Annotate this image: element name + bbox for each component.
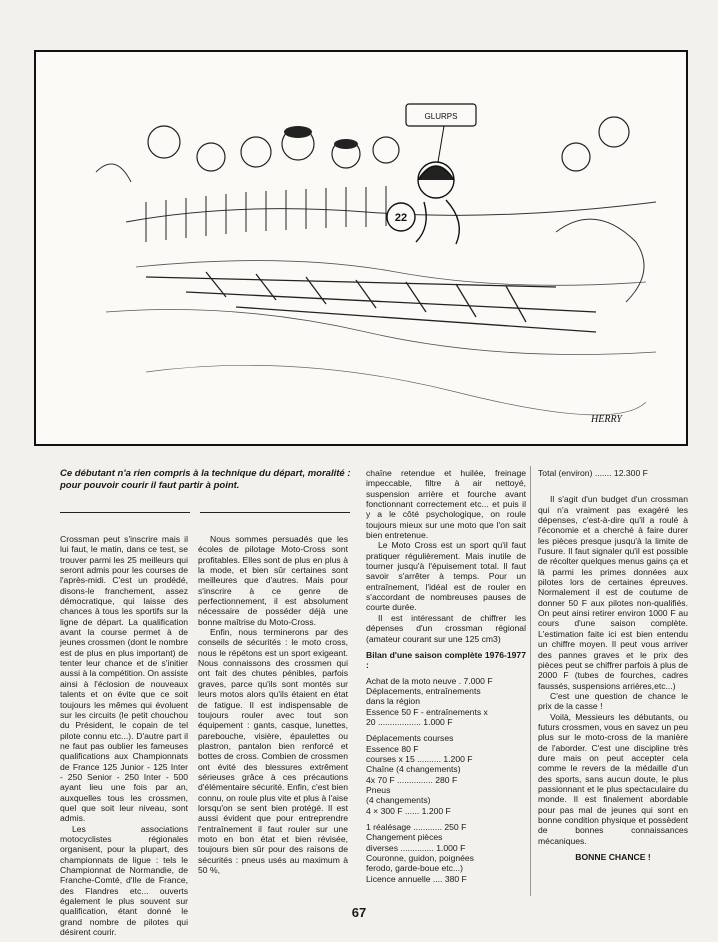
cost-line: Pneus xyxy=(366,784,391,795)
closing-line: BONNE CHANCE ! xyxy=(575,852,651,863)
paragraph: Voilà, Messieurs les débutants, ou futurs crossmen, vous en savez un peu plus sur le moto-cross de la manière de l'aborder. C'est une discipline très dure mais on peut accepter cela comme le revers de la médaille d'un des sports, sans aucun doute, le plus passionnant et le plus spectaculaire du monde. Il est finalement abordable pour pas mal de jeunes qui sont en bonne condition physique et possèdent de bonnes connaissances mécaniques. xyxy=(538,711,688,846)
cost-line: 4 × 300 F ...... 1.200 F xyxy=(366,805,451,816)
cartoon-drawing xyxy=(36,52,686,444)
text-column-2 xyxy=(198,534,348,875)
cost-line: Déplacements, entraînements xyxy=(366,685,481,696)
paragraph: Il est intéressant de chiffrer les dépenses d'un crossman régional (amateur courant sur une 125 cm3) xyxy=(366,612,526,644)
cost-line: diverses .............. 1.000 F xyxy=(366,842,466,853)
paragraph: Les associations motocyclistes régionales organisent, pour la plupart, des championnats de ligue : tels le Championnat de Normandie, de Franche-Comté, d'Ile de France, des Flandres etc... ouverts également le plus souvent sur qualification, étant donné le grand nombre de pilotes qui désirent courir. xyxy=(60,823,188,938)
paragraph: Le Moto Cross est un sport qu'il faut pratiquer régulièrement. Mais inutile de tourner jusqu'à l'épuisement total. Il faut savoir s'arrêter à temps. Pour un entraînement, l'idéal est de rouler en s'accordant de nombreuses pauses de courte durée. xyxy=(366,540,526,613)
text-column-4 xyxy=(538,468,688,862)
cost-list xyxy=(366,676,526,885)
paragraph: Enfin, nous terminerons par des conseils de sécurités : le moto cross, nous le répétons est un sport exigeant. Nous connaissons des crossmen qui ont fait des chutes pénibles, parfois graves, parce qu'ils sont montés sur leurs motos alors qu'ils étaient en état de fatigue. Il est indispensable de toujours rouler avec tout son équipement : gants, casque, lunettes, parebouche, visière, épaulettes ou plastron, pantalon bien renforcé et bottes de cross. Combien de crossmen ont évité des blessures extrêment sérieuses grâce à ces précautions d'élémentaire sécurité. Enfin, c'est bien connu, on roule plus vite et plus à l'aise lorsqu'on se sent bien protégé. Il est aussi évident que pour entreprendre l'entraînement il faut rouler sur une moto en bon état et bien révisée, toujours bien sûr pour des raisons de sécurités : pneus usés au maximum à 50 %, xyxy=(198,627,348,875)
paragraph: C'est une question de chance le prix de la casse ! xyxy=(538,690,688,712)
paragraph: Nous sommes persuadés que les écoles de pilotage Moto-Cross sont profitables. Elles sont de plus en plus à la mode, et bien sûr certaines sont meilleures que d'autres. Mais pour s'inscrire à ce genre de perfectionnement, il est absolument nécessaire de posséder déjà une bonne maîtrise du Moto-Cross. xyxy=(198,534,348,627)
column-separator xyxy=(530,466,531,896)
cost-line: Achat de la moto neuve . 7.000 F xyxy=(366,675,493,686)
paragraph: Crossman peut s'inscrire mais il lui faut, le matin, dans ce test, se trouver parmi les 25 meilleurs qui seront admis pour les courses de l'après-midi. C'est un prodédé, disons-le franchement, assez démocratique, qui laisse des chances à tous les sportifs sur la ligne de départ. La qualification avant la course permet à de jeunes crossmen (dont le nombre est de plus en plus important) de tenter leur chance et de s'initier aussi à la compétition. On assiste ainsi à l'éclosion de nouveaux talents et on évite que ce soit toujours les mêmes qui évoluent sur les circuits (le petit chouchou du Président, le copain de tel pilote connu etc...). D'autre part il ne faut pas oublier les fameuses qualifications aux Championnats de France 125 Junior - 125 Inter - 250 Senior - 250 Inter - 500 ayant lieu une fois par an, auxquelles tous les crossmen, quel que soit leur niveau, sont admis. xyxy=(60,534,189,824)
cost-line: 20 .................. 1.000 F xyxy=(366,716,453,727)
cost-line: dans la région xyxy=(366,696,420,707)
cost-line: Essence 80 F xyxy=(366,743,419,754)
column-divider xyxy=(200,512,350,513)
cartoon-illustration xyxy=(34,50,688,446)
cost-line: Déplacements courses xyxy=(366,733,454,744)
budget-heading: Bilan d'une saison complète 1976-1977 : xyxy=(366,649,526,671)
bike-number: 22 xyxy=(394,212,408,224)
cost-line: Changement pièces xyxy=(366,832,443,843)
budget-total: Total (environ) ....... 12.300 F xyxy=(538,468,648,478)
speech-bubble-text: GLURPS xyxy=(424,112,458,121)
column-divider xyxy=(60,512,190,513)
cost-line: (4 changements) xyxy=(366,795,431,806)
text-column-3 xyxy=(366,468,526,884)
cost-line: ferodo, garde-boue etc...) xyxy=(366,863,463,874)
paragraph: Il s'agit d'un budget d'un crossman qui n'a vraiment pas exagéré les dépenses, c'est-à-dire qu'il a roulé à l'économie et a cherché à faire durer les pièces presque jusqu'à la limite de l'usure. Il faut signaler qu'il est possible de récolter quelques menus gains ça et là parmi les primes données aux pilotes lors de certaines épreuves. Normalement il est de coutume de donner 50 F aux pilotes non-qualifiés. On peut ainsi retirer environ 1000 F au cours d'une saison complète. L'estimation faite ici est bien entendu un chiffre moyen. Il peut vous arriver des pannes graves et le prix des pièces peut se chiffrer parfois à plus de 2000 F (tubes de fourches, cadres faussés, suspensions arrières,etc...) xyxy=(538,494,689,691)
cost-line: Essence 50 F - entraînements x xyxy=(366,706,488,717)
paragraph: chaîne retendue et huilée, freinage impeccable, filtre à air nettoyé, suspension arrière et fourche avant fonctionnant correctement etc... et puis il y a le côté psychologique, on roule toujours mieux sur une moto que l'on sait bien entretenue. xyxy=(366,468,526,541)
page-number: 67 xyxy=(351,905,367,920)
cost-line: courses x 15 .......... 1.200 F xyxy=(366,753,473,764)
text-column-1 xyxy=(60,534,188,937)
cost-line: Licence annuelle .... 380 F xyxy=(366,873,467,884)
illustration-caption: Ce débutant n'a rien compris à la technique du départ, moralité : pour pouvoir courir il faut partir à point. xyxy=(60,468,351,491)
cost-line: Couronne, guidon, poignées xyxy=(366,853,474,864)
cost-line: Chaîne (4 changements) xyxy=(366,764,461,775)
cost-line: 1 réalésage ............ 250 F xyxy=(366,822,467,832)
cost-line: 4x 70 F ............... 280 F xyxy=(366,774,458,785)
artist-signature: HERRY xyxy=(591,414,622,425)
